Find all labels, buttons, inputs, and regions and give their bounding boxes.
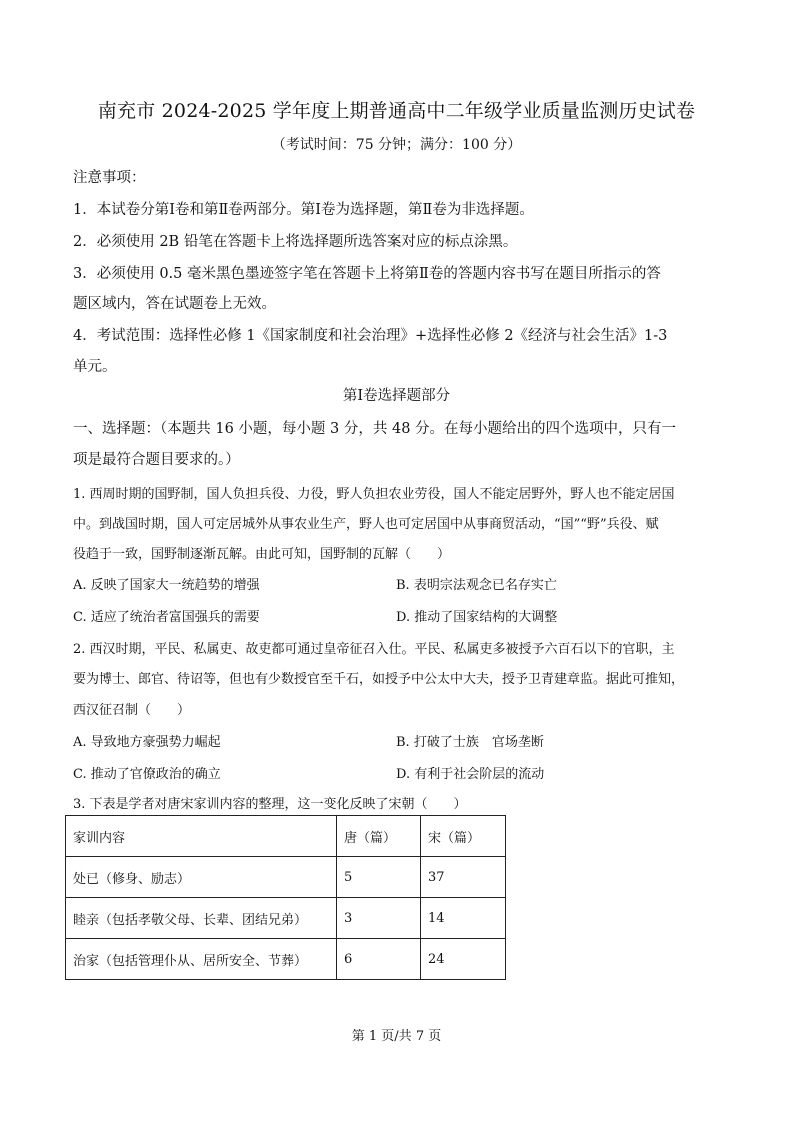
table-row: [66, 939, 506, 980]
section-title: 第Ⅰ卷选择题部分: [342, 388, 451, 404]
note-line: 题区域内，答在试题卷上无效。: [73, 296, 276, 312]
table-cell: 6: [337, 939, 421, 980]
table-cell: 24: [421, 939, 506, 980]
note-line: 1．本试卷分第Ⅰ卷和第Ⅱ卷两部分。第Ⅰ卷为选择题，第Ⅱ卷为非选择题。: [73, 202, 534, 218]
table-cell: 3: [337, 898, 421, 939]
question-3-stem: 3. 下表是学者对唐宋家训内容的整理，这一变化反映了宋朝（ ）: [73, 797, 467, 812]
table-row: [66, 857, 506, 898]
notes-heading: 注意事项：: [73, 170, 146, 186]
table-row: [66, 898, 506, 939]
table-cell: 14: [421, 898, 506, 939]
question-2-option-c: C. 推动了官僚政治的确立: [73, 767, 221, 782]
page-number: 第 1 页/共 7 页: [351, 1029, 442, 1044]
table-header-row: [66, 816, 506, 857]
exam-title: 南充市 2024-2025 学年度上期普通高中二年级学业质量监测历史试卷: [97, 100, 696, 122]
question-2-option-d: D. 有利于社会阶层的流动: [396, 767, 545, 782]
table-cell: 5: [337, 857, 421, 898]
note-line: 3．必须使用 0.5 毫米黑色墨迹签字笔在答题卡上将第Ⅱ卷的答题内容书写在题目所指示的答: [73, 266, 661, 282]
note-line: 2．必须使用 2B 铅笔在答题卡上将选择题所选答案对应的标点涂黑。: [73, 234, 518, 250]
question-1-option-c: C. 适应了统治者富国强兵的需要: [73, 610, 260, 625]
question-1-stem: 中。到战国时期，国人可定居城外从事农业生产，野人也可定居国中从事商贸活动，“国”“野”兵役、赋: [73, 517, 659, 532]
table-cell: 睦亲（包括孝敬父母、长辈、团结兄弟）: [66, 898, 337, 939]
question-2-stem: 要为博士、郎官、待诏等，但也有少数授官至千石，如授予中公太中大夫，授予卫青建章监。据此可推知，: [73, 672, 685, 687]
question-1-option-b: B. 表明宗法观念已名存实亡: [396, 578, 557, 593]
table-header-cell: 宋（篇）: [421, 816, 506, 857]
note-line: 4．考试范围：选择性必修 1《国家制度和社会治理》+选择性必修 2《经济与社会生活》1-3: [73, 328, 668, 344]
question-2-stem: 西汉征召制（ ）: [73, 703, 191, 718]
exam-subtitle: （考试时间：75 分钟；满分：100 分）: [271, 137, 522, 153]
question-2-option-a: A. 导致地方豪强势力崛起: [73, 735, 221, 750]
question-1-option-a: A. 反映了国家大一统趋势的增强: [73, 578, 260, 593]
note-line: 单元。: [73, 359, 117, 375]
section-intro: 一、选择题：（本题共 16 小题，每小题 3 分，共 48 分。在每小题给出的四个选项中，只有一: [73, 421, 677, 437]
question-2-stem: 2. 西汉时期，平民、私属吏、故吏都可通过皇帝征召入仕。平民、私属吏多被授予六百石以下的官职，主: [73, 642, 675, 657]
question-1-stem: 役趋于一致，国野制逐渐瓦解。由此可知，国野制的瓦解（ ）: [73, 547, 451, 562]
table-cell: 37: [421, 857, 506, 898]
table-cell: 处已（修身、励志）: [66, 857, 337, 898]
table-cell: 治家（包括管理仆从、居所安全、节葬）: [66, 939, 337, 980]
question-2-option-b: B. 打破了士族 官场垄断: [396, 735, 544, 750]
family-instruction-table: [65, 815, 506, 980]
section-intro: 项是最符合题目要求的。）: [73, 452, 240, 468]
table-header-cell: 家训内容: [66, 816, 337, 857]
question-1-option-d: D. 推动了国家结构的大调整: [396, 610, 558, 625]
table-header-cell: 唐（篇）: [337, 816, 421, 857]
question-1-stem: 1. 西周时期的国野制，国人负担兵役、力役，野人负担农业劳役，国人不能定居野外，野人也不能定居国: [73, 487, 675, 502]
